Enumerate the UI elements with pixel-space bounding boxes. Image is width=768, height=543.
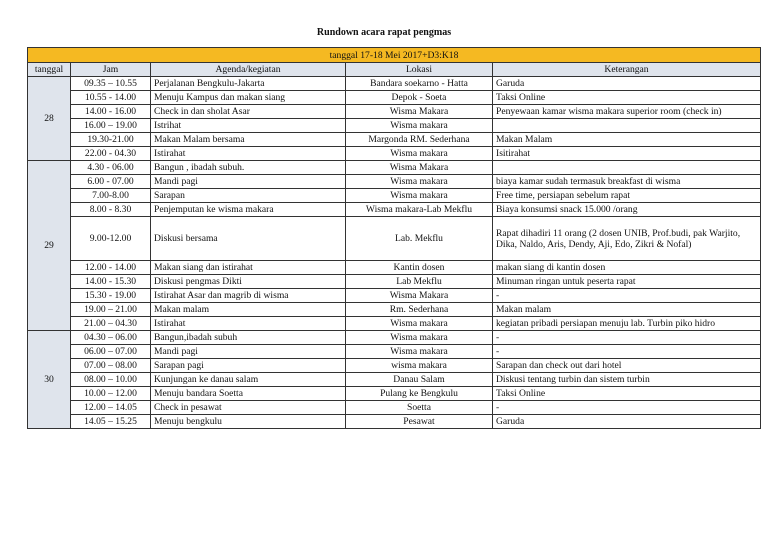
table-row (28, 401, 761, 415)
table-row (28, 345, 761, 359)
time-cell: 7.00-8.00 (71, 189, 151, 203)
location-cell: Wisma makara (346, 175, 493, 189)
time-cell: 14.00 - 15.30 (71, 275, 151, 289)
time-cell: 10.00 – 12.00 (71, 387, 151, 401)
time-cell: 22.00 - 04.30 (71, 147, 151, 161)
document-title: Rundown acara rapat pengmas (316, 27, 452, 38)
location-cell: Pesawat (346, 415, 493, 429)
time-cell: 07.00 – 08.00 (71, 359, 151, 373)
location-cell: Wisma Makara (346, 161, 493, 175)
table-row (28, 175, 761, 189)
header-row (28, 63, 761, 77)
time-cell: 19.00 – 21.00 (71, 303, 151, 317)
agenda-cell: Check in pesawat (151, 401, 346, 415)
agenda-cell: Istirahat (151, 147, 346, 161)
time-cell: 06.00 – 07.00 (71, 345, 151, 359)
col-header-tanggal: tanggal (28, 63, 71, 77)
note-cell: - (493, 401, 761, 415)
location-cell: Danau Salam (346, 373, 493, 387)
note-cell (493, 119, 761, 133)
agenda-cell: Makan Malam bersama (151, 133, 346, 147)
time-cell: 12.00 - 14.00 (71, 261, 151, 275)
note-cell: - (493, 289, 761, 303)
note-cell: Sarapan dan check out dari hotel (493, 359, 761, 373)
agenda-cell: Makan siang dan istirahat (151, 261, 346, 275)
table-row (28, 331, 761, 345)
agenda-cell: Mandi pagi (151, 175, 346, 189)
col-header-agenda: Agenda/kegiatan (151, 63, 346, 77)
location-cell: Wisma makara (346, 119, 493, 133)
table-row (28, 91, 761, 105)
note-cell: Taksi Online (493, 91, 761, 105)
note-cell: makan siang di kantin dosen (493, 261, 761, 275)
day-cell: 28 (28, 77, 71, 161)
location-cell: Soetta (346, 401, 493, 415)
location-cell: Wisma makara (346, 189, 493, 203)
note-cell (493, 161, 761, 175)
agenda-cell: Check in dan sholat Asar (151, 105, 346, 119)
table-row (28, 77, 761, 91)
table-row (28, 303, 761, 317)
time-cell: 10.55 - 14.00 (71, 91, 151, 105)
note-cell: Biaya konsumsi snack 15.000 /orang (493, 203, 761, 217)
note-cell: biaya kamar sudah termasuk breakfast di wisma (493, 175, 761, 189)
time-cell: 04.30 – 06.00 (71, 331, 151, 345)
note-cell: kegiatan pribadi persiapan menuju lab. Turbin piko hidro (493, 317, 761, 331)
rundown-body (28, 77, 761, 429)
time-cell: 4.30 - 06.00 (71, 161, 151, 175)
time-cell: 08.00 – 10.00 (71, 373, 151, 387)
col-header-lokasi: Lokasi (346, 63, 493, 77)
location-cell: Pulang ke Bengkulu (346, 387, 493, 401)
agenda-cell: Diskusi pengmas Dikti (151, 275, 346, 289)
agenda-cell: Bangun , ibadah subuh. (151, 161, 346, 175)
table-row (28, 317, 761, 331)
location-cell: Wisma makara (346, 345, 493, 359)
location-cell: Wisma makara (346, 147, 493, 161)
agenda-cell: Makan malam (151, 303, 346, 317)
note-cell: Taksi Online (493, 387, 761, 401)
location-cell: wisma makara (346, 359, 493, 373)
note-cell: Garuda (493, 77, 761, 91)
table-row (28, 189, 761, 203)
location-cell: Lab. Mekflu (346, 217, 493, 261)
time-cell: 09.35 – 10.55 (71, 77, 151, 91)
agenda-cell: Menuju Kampus dan makan siang (151, 91, 346, 105)
time-cell: 14.05 – 15.25 (71, 415, 151, 429)
location-cell: Wisma makara-Lab Mekflu (346, 203, 493, 217)
time-cell: 6.00 - 07.00 (71, 175, 151, 189)
location-cell: Lab Mekflu (346, 275, 493, 289)
table-row (28, 261, 761, 275)
time-cell: 12.00 – 14.05 (71, 401, 151, 415)
note-cell: Isitirahat (493, 147, 761, 161)
agenda-cell: Istirahat Asar dan magrib di wisma (151, 289, 346, 303)
location-cell: Wisma makara (346, 331, 493, 345)
location-cell: Rm. Sederhana (346, 303, 493, 317)
agenda-cell: Menuju bandara Soetta (151, 387, 346, 401)
agenda-cell: Perjalanan Bengkulu-Jakarta (151, 77, 346, 91)
table-row (28, 133, 761, 147)
agenda-cell: Diskusi bersama (151, 217, 346, 261)
table-row (28, 289, 761, 303)
agenda-cell: Istirahat (151, 317, 346, 331)
date-banner-row (28, 48, 761, 63)
table-row (28, 105, 761, 119)
location-cell: Wisma Makara (346, 289, 493, 303)
time-cell: 8.00 - 8.30 (71, 203, 151, 217)
agenda-cell: Mandi pagi (151, 345, 346, 359)
note-cell: Penyewaan kamar wisma makara superior room (check in) (493, 105, 761, 119)
time-cell: 9.00-12.00 (71, 217, 151, 261)
time-cell: 16.00 – 19.00 (71, 119, 151, 133)
note-cell: Rapat dihadiri 11 orang (2 dosen UNIB, Prof.budi, pak Warjito, Dika, Naldo, Aris, Dendy, Aji, Edo, Zikri & Nofal) (493, 217, 761, 261)
location-cell: Margonda RM. Sederhana (346, 133, 493, 147)
location-cell: Kantin dosen (346, 261, 493, 275)
note-cell: Diskusi tentang turbin dan sistem turbin (493, 373, 761, 387)
table-row (28, 387, 761, 401)
table-row (28, 415, 761, 429)
agenda-cell: Sarapan (151, 189, 346, 203)
day-cell: 29 (28, 161, 71, 331)
table-row (28, 359, 761, 373)
agenda-cell: Sarapan pagi (151, 359, 346, 373)
table-row (28, 217, 761, 261)
note-cell: Makan malam (493, 303, 761, 317)
day-cell: 30 (28, 331, 71, 429)
time-cell: 21.00 – 04.30 (71, 317, 151, 331)
table-row (28, 373, 761, 387)
location-cell: Wisma makara (346, 317, 493, 331)
note-cell: Free time, persiapan sebelum rapat (493, 189, 761, 203)
note-cell: Makan Malam (493, 133, 761, 147)
table-row (28, 119, 761, 133)
location-cell: Depok - Soeta (346, 91, 493, 105)
time-cell: 19.30-21.00 (71, 133, 151, 147)
col-header-jam: Jam (71, 63, 151, 77)
agenda-cell: Bangun,ibadah subuh (151, 331, 346, 345)
date-banner: tanggal 17-18 Mei 2017+D3:K18 (28, 48, 761, 63)
table-row (28, 203, 761, 217)
time-cell: 15.30 - 19.00 (71, 289, 151, 303)
note-cell: - (493, 345, 761, 359)
table-row (28, 147, 761, 161)
table-row (28, 161, 761, 175)
agenda-cell: Kunjungan ke danau salam (151, 373, 346, 387)
note-cell: Minuman ringan untuk peserta rapat (493, 275, 761, 289)
rundown-table (27, 47, 761, 429)
col-header-keterangan: Keterangan (493, 63, 761, 77)
note-cell: - (493, 331, 761, 345)
location-cell: Wisma Makara (346, 105, 493, 119)
table-row (28, 275, 761, 289)
agenda-cell: Menuju bengkulu (151, 415, 346, 429)
location-cell: Bandara soekarno - Hatta (346, 77, 493, 91)
agenda-cell: Istrihat (151, 119, 346, 133)
note-cell: Garuda (493, 415, 761, 429)
time-cell: 14.00 - 16.00 (71, 105, 151, 119)
agenda-cell: Penjemputan ke wisma makara (151, 203, 346, 217)
